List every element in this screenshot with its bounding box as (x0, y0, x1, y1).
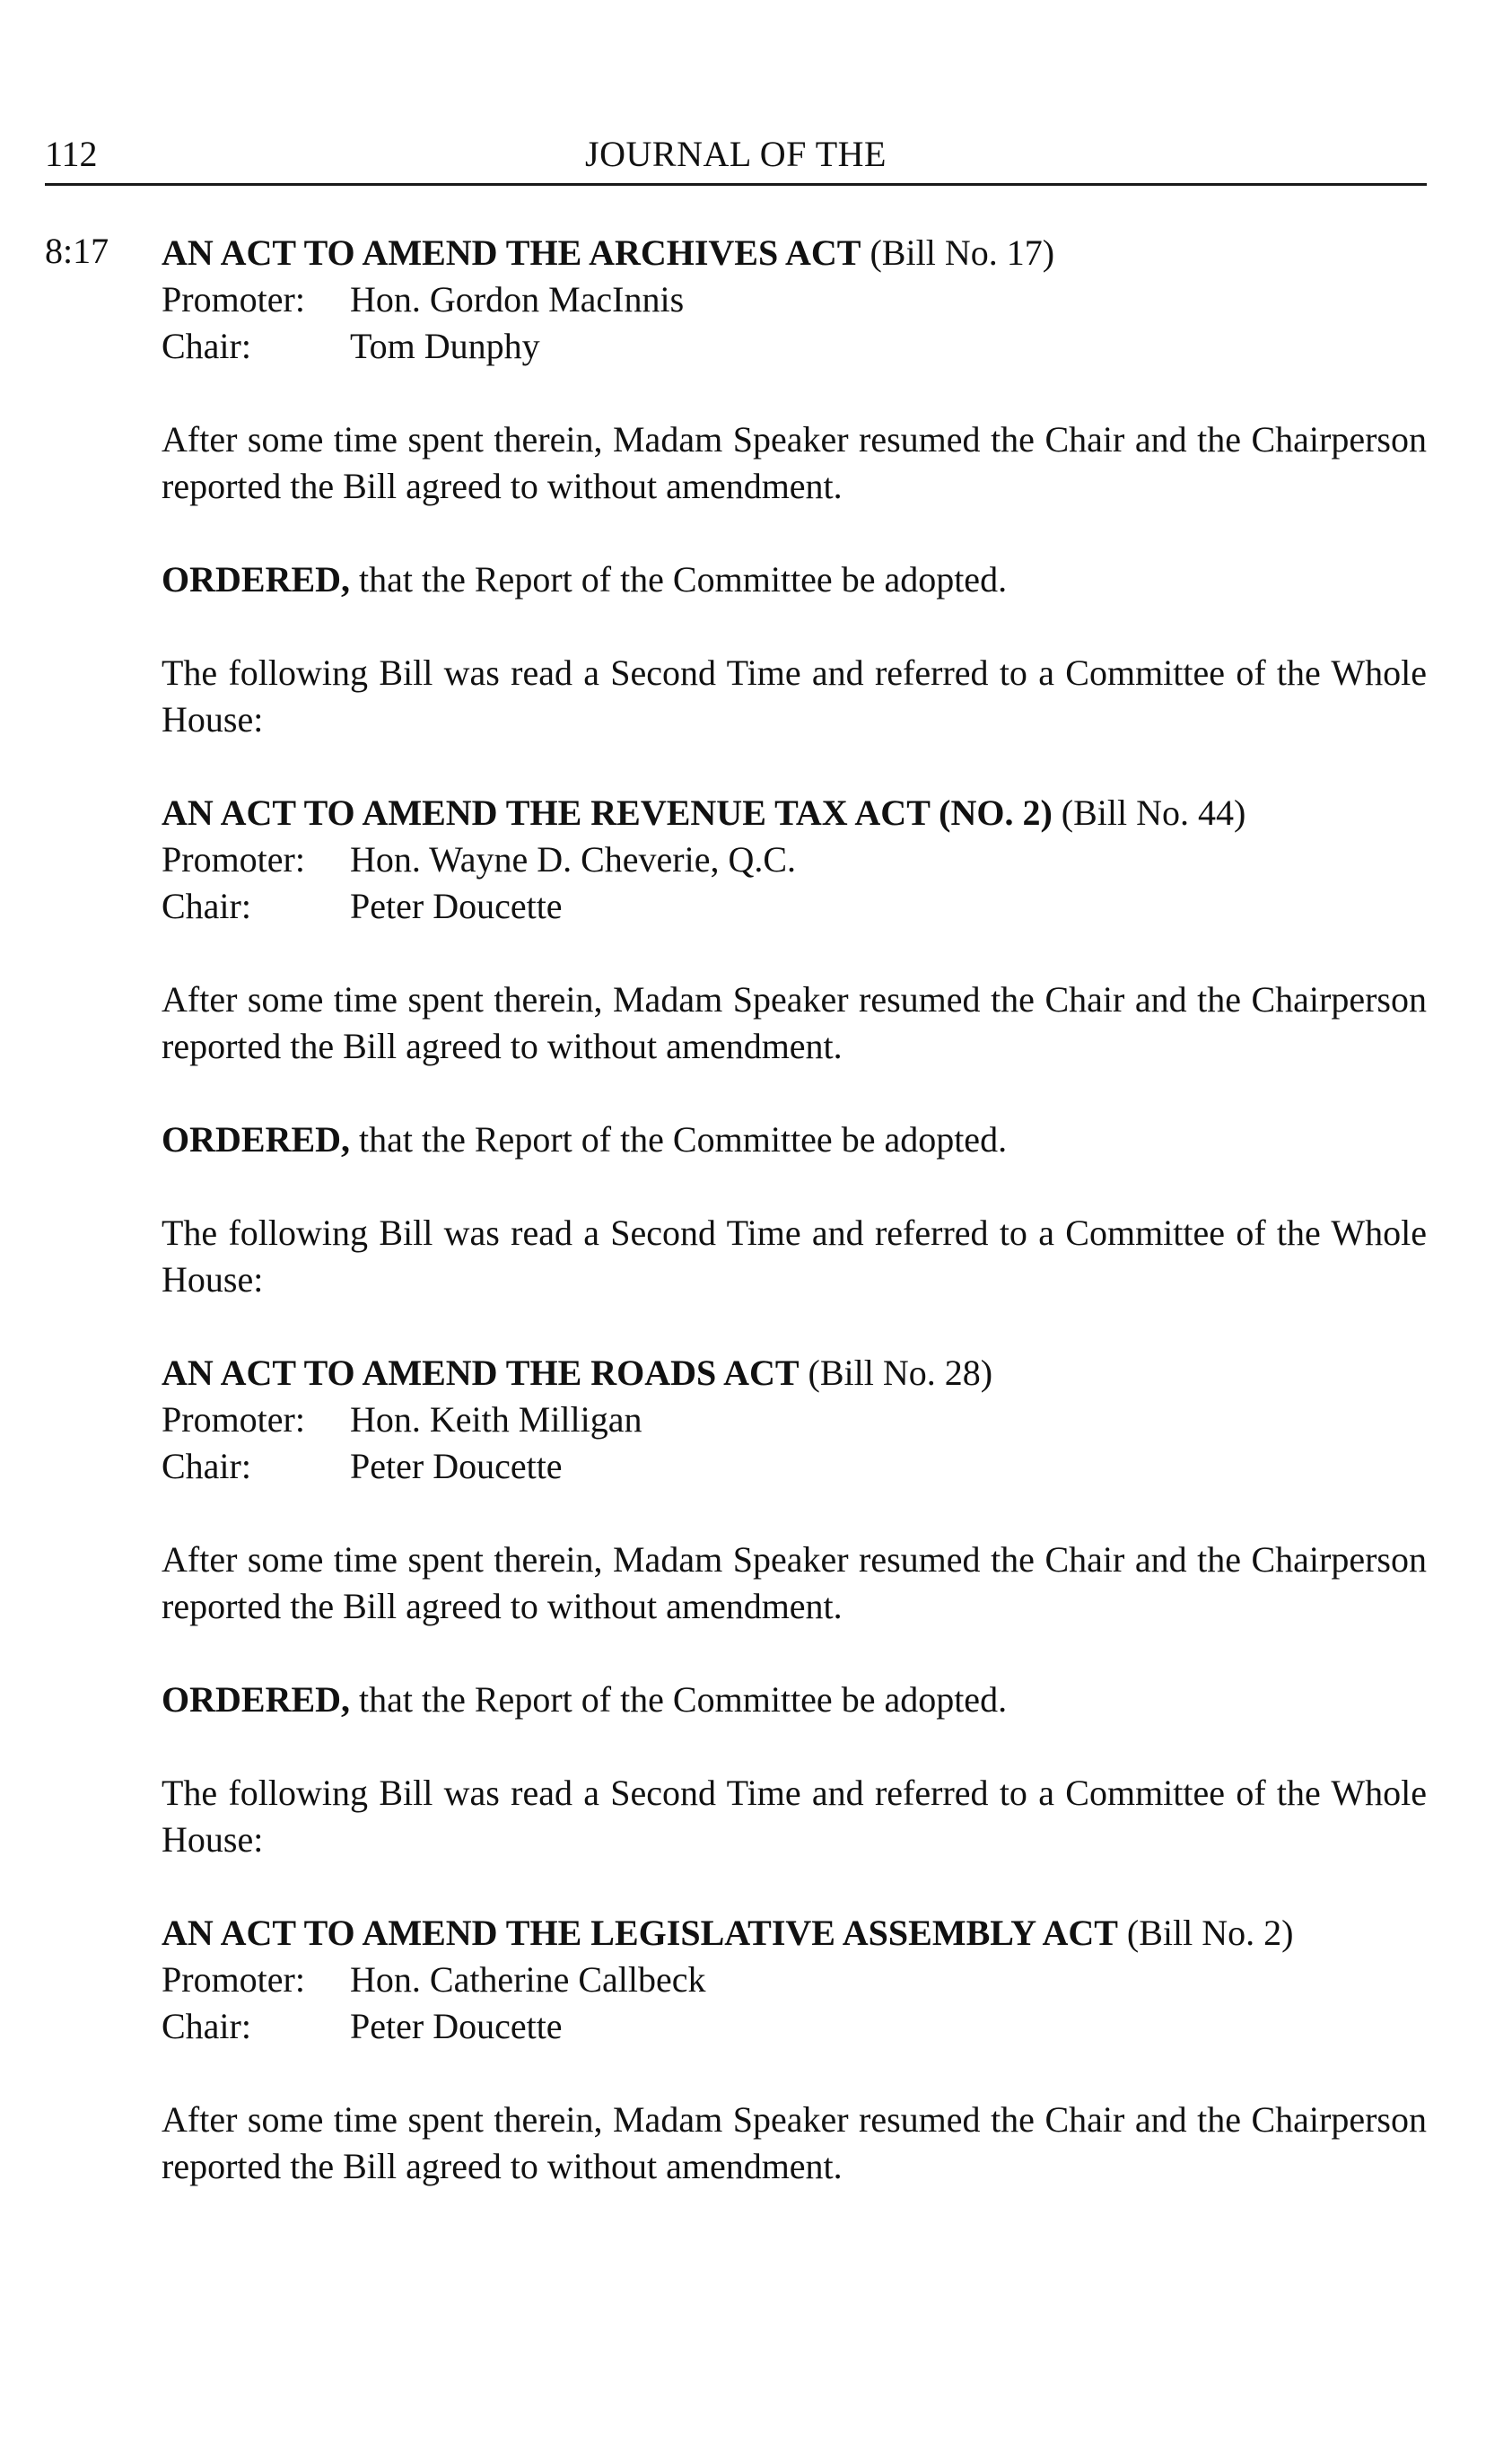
bill-number: (Bill No. 17) (861, 232, 1055, 273)
ordered-text: that the Report of the Committee be adopted. (350, 559, 1008, 600)
ordered-paragraph (162, 556, 1427, 603)
bill-number: (Bill No. 2) (1117, 1913, 1294, 1953)
bill-title: AN ACT TO AMEND THE ARCHIVES ACT (162, 232, 861, 273)
chair-label: Chair: (162, 2006, 251, 2046)
promoter-label: Promoter: (162, 1399, 305, 1440)
promoter-name: Hon. Keith Milligan (350, 1399, 642, 1440)
bill-entry (162, 230, 1427, 370)
committee-report-paragraph: After some time spent therein, Madam Speaker resumed the Chair and the Chairperson reported the Bill agreed to without amendment. (162, 1539, 1427, 1626)
chair-line (162, 2003, 1427, 2050)
second-reading-paragraph: The following Bill was read a Second Time and referred to a Committee of the Whole House: (162, 1773, 1427, 1860)
bill-heading (162, 790, 1427, 836)
bill-title: AN ACT TO AMEND THE LEGISLATIVE ASSEMBLY ACT (162, 1913, 1118, 1953)
promoter-name: Hon. Gordon MacInnis (350, 279, 685, 320)
bill-heading (162, 230, 1427, 276)
promoter-name: Hon. Catherine Callbeck (350, 1959, 706, 2000)
promoter-line (162, 1957, 1427, 2003)
journal-body (162, 230, 1427, 2237)
second-reading-paragraph: The following Bill was read a Second Time and referred to a Committee of the Whole House: (162, 652, 1427, 740)
bill-heading (162, 1910, 1427, 1957)
promoter-line (162, 276, 1427, 323)
chair-name: Tom Dunphy (350, 326, 540, 366)
chair-line (162, 883, 1427, 930)
promoter-line (162, 836, 1427, 883)
committee-report-paragraph: After some time spent therein, Madam Speaker resumed the Chair and the Chairperson reported the Bill agreed to without amendment. (162, 2099, 1427, 2186)
ordered-text: that the Report of the Committee be adopted. (350, 1119, 1008, 1160)
chair-label: Chair: (162, 886, 251, 926)
committee-report-paragraph: After some time spent therein, Madam Speaker resumed the Chair and the Chairperson reported the Bill agreed to without amendment. (162, 419, 1427, 506)
ordered-keyword: ORDERED, (162, 1679, 351, 1720)
second-reading-paragraph: The following Bill was read a Second Time and referred to a Committee of the Whole House: (162, 1213, 1427, 1300)
promoter-label: Promoter: (162, 279, 305, 320)
chair-name: Peter Doucette (350, 1446, 563, 1486)
bill-number: (Bill No. 28) (799, 1353, 993, 1393)
ordered-paragraph (162, 1116, 1427, 1163)
journal-title: JOURNAL OF THE (585, 134, 887, 174)
time-stamp: 8:17 (45, 231, 109, 271)
chair-line (162, 1443, 1427, 1490)
promoter-label: Promoter: (162, 839, 305, 880)
chair-label: Chair: (162, 326, 251, 366)
ordered-text: that the Report of the Committee be adopted. (350, 1679, 1008, 1720)
ordered-paragraph (162, 1677, 1427, 1723)
promoter-name: Hon. Wayne D. Cheverie, Q.C. (350, 839, 797, 880)
page-number: 112 (45, 134, 98, 174)
bill-entry (162, 1910, 1427, 2050)
bill-title: AN ACT TO AMEND THE ROADS ACT (162, 1353, 800, 1393)
chair-name: Peter Doucette (350, 886, 563, 926)
bill-title: AN ACT TO AMEND THE REVENUE TAX ACT (NO. 2) (162, 792, 1053, 833)
chair-label: Chair: (162, 1446, 251, 1486)
running-head (45, 133, 1427, 186)
chair-name: Peter Doucette (350, 2006, 563, 2046)
committee-report-paragraph: After some time spent therein, Madam Speaker resumed the Chair and the Chairperson reported the Bill agreed to without amendment. (162, 979, 1427, 1066)
bill-entry (162, 790, 1427, 930)
ordered-keyword: ORDERED, (162, 1119, 351, 1160)
promoter-label: Promoter: (162, 1959, 305, 2000)
bill-number: (Bill No. 44) (1052, 792, 1246, 833)
bill-heading (162, 1350, 1427, 1397)
ordered-keyword: ORDERED, (162, 559, 351, 600)
promoter-line (162, 1397, 1427, 1443)
chair-line (162, 323, 1427, 370)
bill-entry (162, 1350, 1427, 1490)
